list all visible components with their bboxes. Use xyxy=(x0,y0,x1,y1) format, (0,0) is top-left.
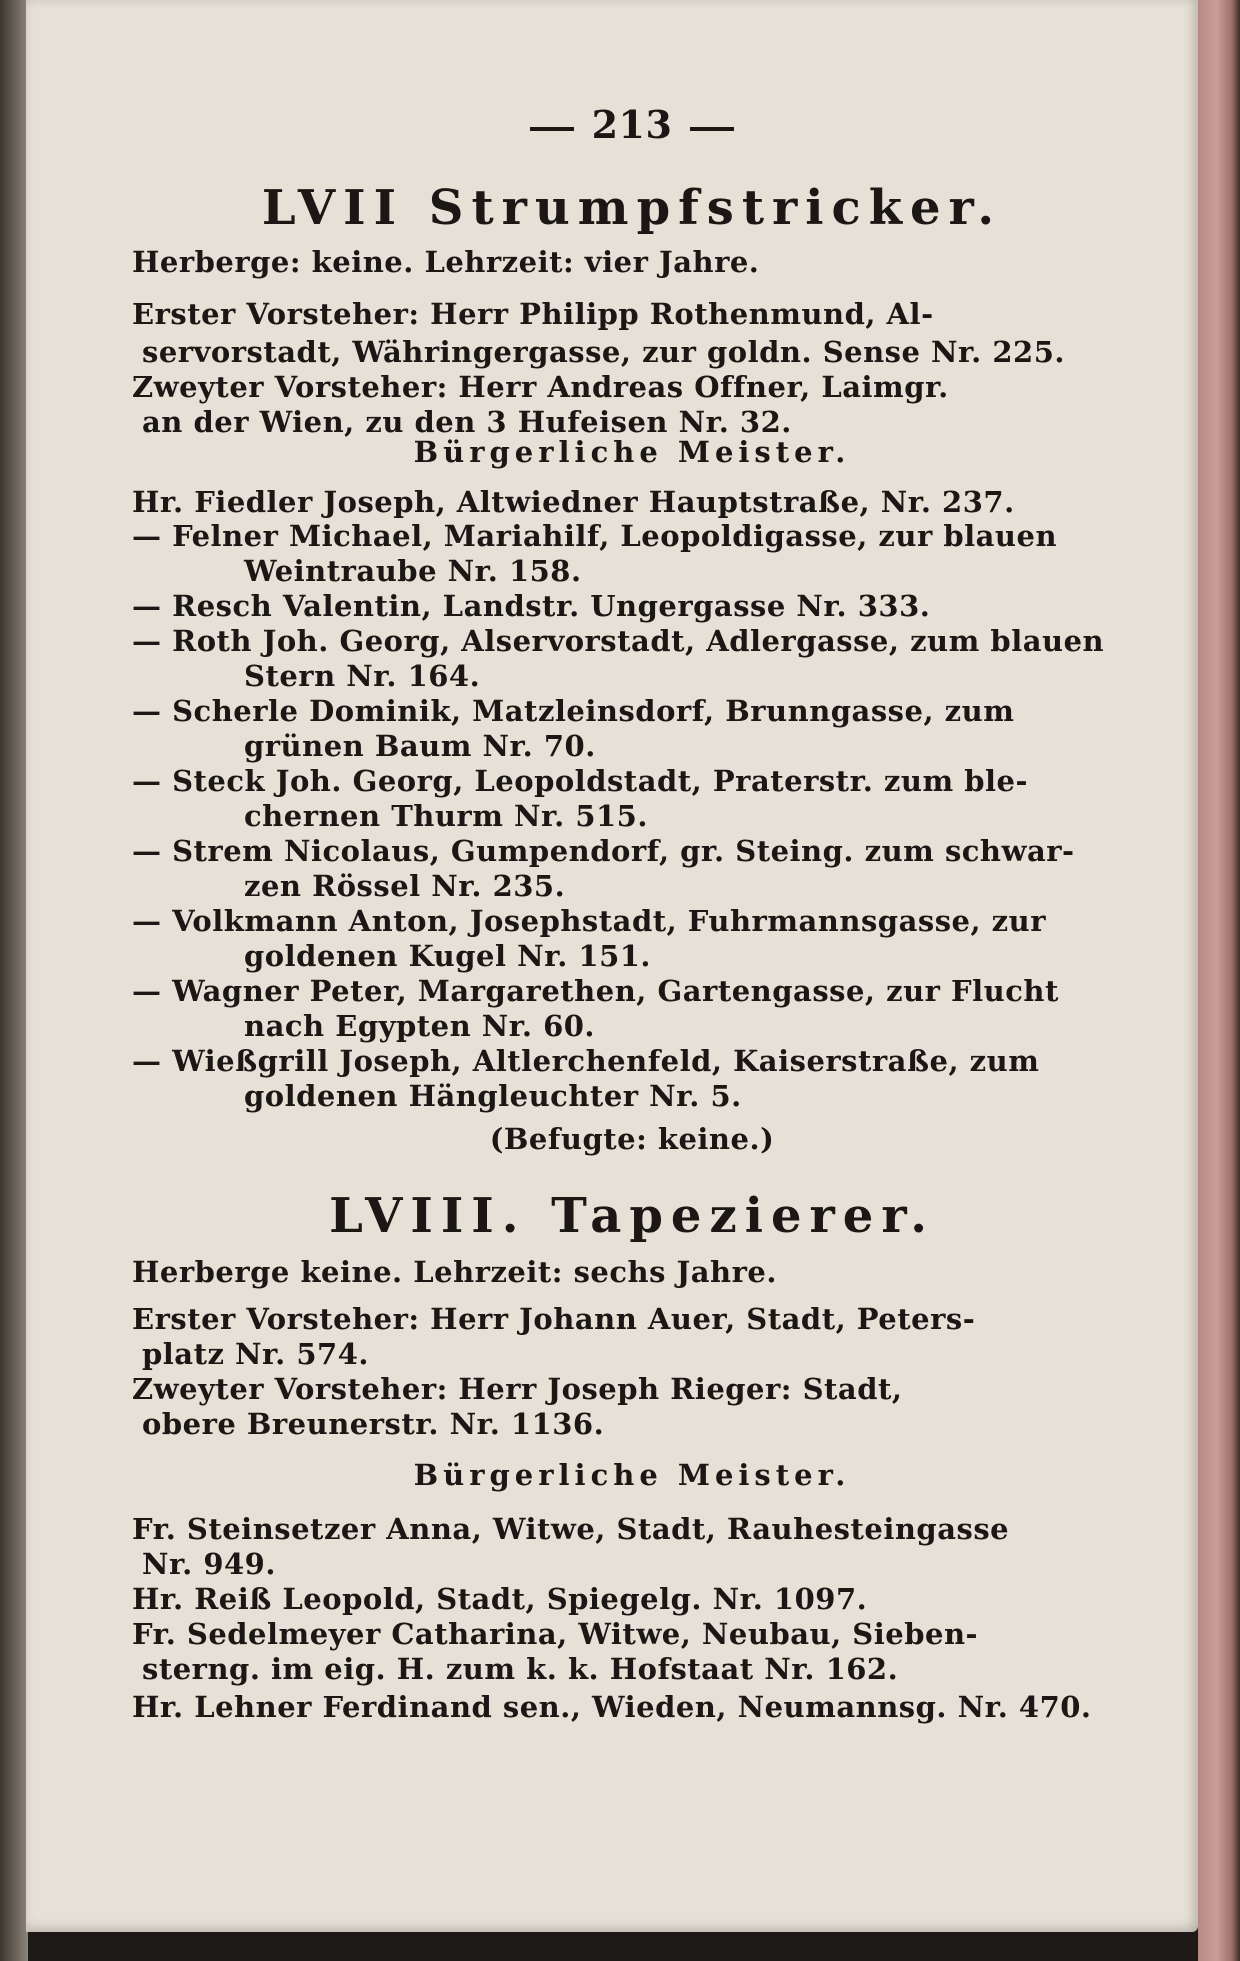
meister-entry-cont: zen Rössel Nr. 235. xyxy=(244,869,566,903)
meister-entry-cont: chernen Thurm Nr. 515. xyxy=(244,799,648,833)
meister-entry-cont: Nr. 949. xyxy=(142,1547,276,1581)
meister-entry-cont: Stern Nr. 164. xyxy=(244,659,481,693)
zweyter-vorsteher-line: Zweyter Vorsteher: Herr Joseph Rieger: Stadt, xyxy=(132,1372,903,1406)
meister-entry: — Strem Nicolaus, Gumpendorf, gr. Steing. zum schwar- xyxy=(132,834,1075,868)
erster-vorsteher-cont: platz Nr. 574. xyxy=(142,1337,369,1371)
meister-entry: Fr. Sedelmeyer Catharina, Witwe, Neubau, Sieben- xyxy=(132,1617,979,1651)
zweyter-vorsteher-cont: obere Breunerstr. Nr. 1136. xyxy=(142,1407,605,1441)
meister-entry: — Felner Michael, Mariahilf, Leopoldigasse, zur blauen xyxy=(132,519,1058,553)
meister-entry: Hr. Lehner Ferdinand sen., Wieden, Neumannsg. Nr. 470. xyxy=(132,1690,1092,1724)
meister-entry: — Wießgrill Joseph, Altlerchenfeld, Kaiserstraße, zum xyxy=(132,1044,1040,1078)
subheading-meister: Bürgerliche Meister. xyxy=(413,1458,851,1492)
meister-entry: Hr. Reiß Leopold, Stadt, Spiegelg. Nr. 1097. xyxy=(132,1582,868,1616)
book-page xyxy=(26,0,1198,1932)
zweyter-vorsteher-line: Zweyter Vorsteher: Herr Andreas Offner, Laimgr. xyxy=(132,370,949,404)
herberge-line: Herberge keine. Lehrzeit: sechs Jahre. xyxy=(132,1255,777,1289)
left-gutter xyxy=(0,0,28,1961)
meister-entry-cont: sterng. im eig. H. zum k. k. Hofstaat Nr. 162. xyxy=(142,1652,899,1686)
erster-vorsteher-line: Erster Vorsteher: Herr Johann Auer, Stadt, Peters- xyxy=(132,1302,976,1336)
meister-entry: — Roth Joh. Georg, Alservorstadt, Adlergasse, zum blauen xyxy=(132,624,1105,658)
meister-entry-cont: goldenen Hängleuchter Nr. 5. xyxy=(244,1079,742,1113)
herberge-line: Herberge: keine. Lehrzeit: vier Jahre. xyxy=(132,245,760,279)
meister-entry: — Scherle Dominik, Matzleinsdorf, Brunngasse, zum xyxy=(132,694,1015,728)
meister-entry: Hr. Fiedler Joseph, Altwiedner Hauptstraße, Nr. 237. xyxy=(132,485,1015,519)
erster-vorsteher-cont: servorstadt, Währingergasse, zur goldn. Sense Nr. 225. xyxy=(142,335,1065,369)
page-edge xyxy=(1198,0,1240,1961)
befugte-note: (Befugte: keine.) xyxy=(489,1122,775,1156)
page-content xyxy=(102,0,1162,1900)
section-title-lviii: LVIII. Tapezierer. xyxy=(329,1188,935,1244)
meister-entry-cont: nach Egypten Nr. 60. xyxy=(244,1009,596,1043)
folio-dash-right xyxy=(690,127,734,131)
meister-entry-cont: Weintraube Nr. 158. xyxy=(244,554,582,588)
meister-entry: Fr. Steinsetzer Anna, Witwe, Stadt, Rauhesteingasse xyxy=(132,1512,1010,1546)
meister-entry: — Wagner Peter, Margarethen, Gartengasse, zur Flucht xyxy=(132,974,1059,1008)
erster-vorsteher-line: Erster Vorsteher: Herr Philipp Rothenmund, Al- xyxy=(132,297,934,331)
subheading-meister: Bürgerliche Meister. xyxy=(413,435,851,469)
page-number xyxy=(102,102,1162,147)
meister-entry: — Steck Joh. Georg, Leopoldstadt, Praterstr. zum ble- xyxy=(132,764,1029,798)
meister-entry-cont: goldenen Kugel Nr. 151. xyxy=(244,939,652,973)
meister-entry: — Volkmann Anton, Josephstadt, Fuhrmannsgasse, zur xyxy=(132,904,1047,938)
folio-dash-left xyxy=(530,127,574,131)
zweyter-vorsteher-cont: an der Wien, zu den 3 Hufeisen Nr. 32. xyxy=(142,405,792,439)
section-title-lvii: LVII Strumpfstricker. xyxy=(261,180,1003,236)
meister-entry-cont: grünen Baum Nr. 70. xyxy=(244,729,596,763)
meister-entry: — Resch Valentin, Landstr. Ungergasse Nr. 333. xyxy=(132,589,931,623)
page-number-text: 213 xyxy=(591,102,673,147)
